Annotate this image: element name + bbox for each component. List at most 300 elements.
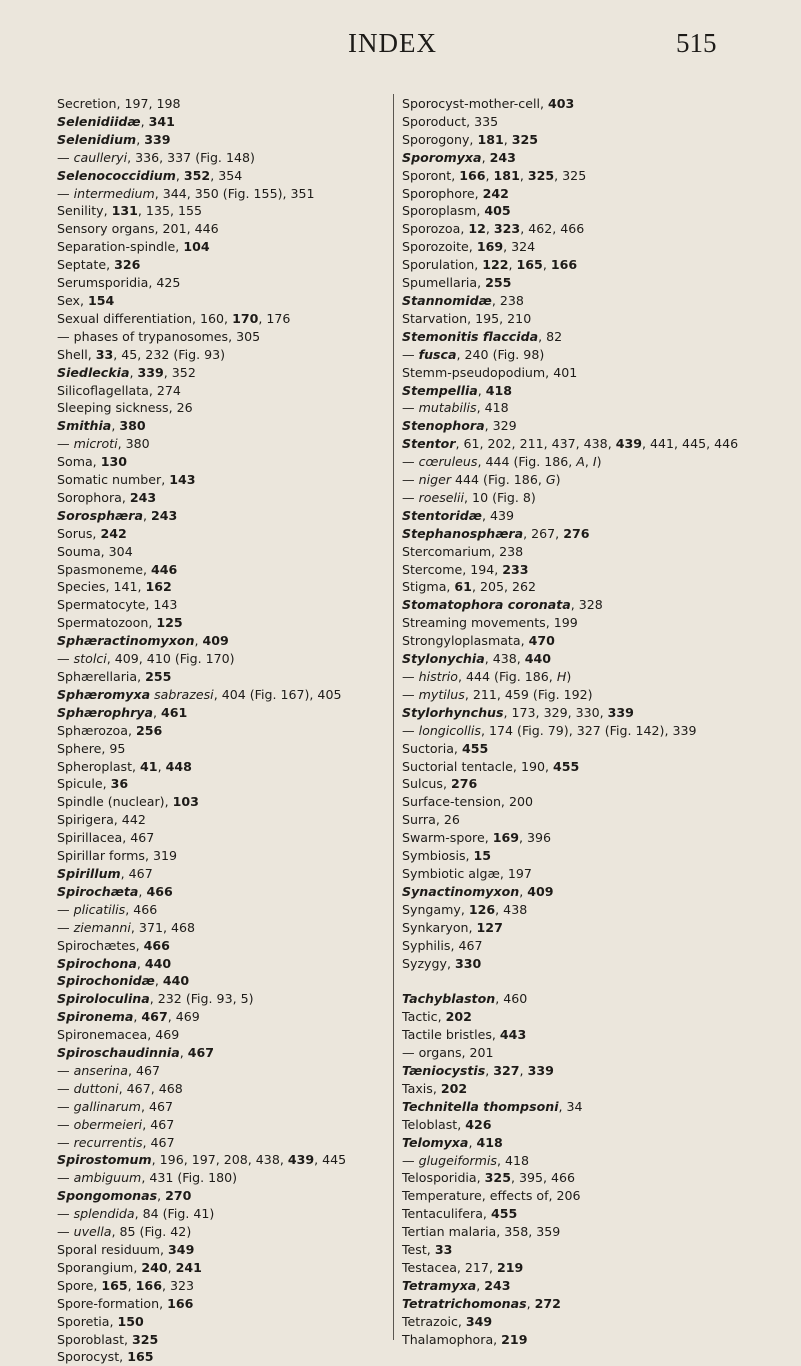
index-entry-text: Sporetia, xyxy=(57,1313,118,1329)
index-entry-text: Streaming movements, 199 xyxy=(402,615,578,631)
index-entry-text: 455 xyxy=(490,1206,518,1222)
index-entry-text: — xyxy=(402,454,419,470)
index-entry-text: , 240 (Fig. 98) xyxy=(456,346,545,362)
index-entry-text: 403 xyxy=(547,96,575,111)
index-entry xyxy=(402,578,772,596)
index-entry-text: — xyxy=(402,400,419,416)
index-entry xyxy=(402,1295,772,1313)
index-entry xyxy=(57,614,387,632)
index-entry xyxy=(57,829,387,847)
index-entry-text: , xyxy=(542,257,551,273)
index-entry-text: Sorophora, xyxy=(57,489,130,505)
index-entry-text: 444 (Fig. 186, xyxy=(451,472,546,488)
index-entry-text: Technitella thompsoni xyxy=(402,1098,559,1114)
index-entry-text: 103 xyxy=(172,794,199,810)
index-entry-text: , 469 xyxy=(167,1009,200,1025)
index-entry-text: Swarm-spore, xyxy=(402,830,493,846)
index-entry-text: 352 xyxy=(183,167,211,183)
index-entry-text: Sporulation, xyxy=(402,257,483,273)
index-column-right xyxy=(402,95,772,1349)
index-entry xyxy=(402,847,772,865)
index-entry xyxy=(57,632,387,650)
index-entry-text: , 396 xyxy=(519,830,552,846)
index-entry-text: 380 xyxy=(119,418,146,434)
index-entry-text: 219 xyxy=(501,1331,528,1347)
index-entry-text: 455 xyxy=(552,758,580,774)
index-entry-text: — xyxy=(402,722,419,738)
index-entry-text: , 418 xyxy=(476,400,509,416)
index-entry-text: plicatilis xyxy=(73,901,126,917)
index-entry xyxy=(402,399,772,417)
index-entry-text: 349 xyxy=(465,1313,493,1329)
index-entry-text: Spirillum xyxy=(57,865,121,881)
index-entry xyxy=(402,614,772,632)
index-entry-text: , 409, 410 (Fig. 170) xyxy=(106,651,235,667)
index-entry xyxy=(402,525,772,543)
index-entry-text: — xyxy=(57,1170,74,1186)
index-entry-text: duttoni xyxy=(73,1080,119,1096)
index-entry-text: 240 xyxy=(141,1259,168,1275)
index-entry xyxy=(57,525,387,543)
index-entry xyxy=(57,847,387,865)
index-entry xyxy=(402,364,772,382)
index-entry-text: Sporophore, xyxy=(402,185,483,201)
index-entry xyxy=(402,1277,772,1295)
index-entry-text: 323 xyxy=(493,221,521,237)
index-entry xyxy=(402,561,772,579)
index-entry-text: Souma, 304 xyxy=(57,543,133,559)
index-entry-text: , xyxy=(136,131,145,147)
index-entry-text: I xyxy=(592,454,597,470)
index-entry-text: 446 xyxy=(151,561,178,577)
index-entry-text: Serumsporidia, 425 xyxy=(57,275,181,291)
index-entry-text: , 445 xyxy=(314,1152,347,1168)
index-entry-text: , xyxy=(194,633,203,649)
index-entry-text: Thalamophora, xyxy=(402,1331,502,1347)
index-entry-text: 409 xyxy=(202,633,229,649)
index-entry xyxy=(57,740,387,758)
index-entry-text: 12 xyxy=(468,221,486,237)
index-entry-text: Symbiosis, xyxy=(402,848,474,864)
index-entry xyxy=(57,775,387,793)
index-entry xyxy=(402,937,772,955)
index-entry xyxy=(402,310,772,328)
index-entry-text: , 174 (Fig. 79), 327 (Fig. 142), 339 xyxy=(480,722,697,738)
index-entry-text: , xyxy=(508,257,517,273)
index-entry-text: 130 xyxy=(100,454,127,470)
index-entry-text: , xyxy=(519,1063,528,1079)
index-entry-text: 122 xyxy=(482,257,509,273)
index-entry xyxy=(402,1241,772,1259)
index-entry xyxy=(402,543,772,561)
index-entry-text: Spasmoneme, xyxy=(57,561,151,577)
index-entry xyxy=(402,185,772,203)
index-entry xyxy=(402,686,772,704)
index-entry xyxy=(57,650,387,668)
index-entry-text: 455 xyxy=(461,740,489,756)
index-entry-text: , xyxy=(140,113,149,129)
index-entry xyxy=(57,811,387,829)
index-entry xyxy=(402,131,772,149)
index-entry xyxy=(402,1062,772,1080)
index-entry-text: Spirochona xyxy=(57,955,137,971)
index-entry xyxy=(402,1134,772,1152)
index-entry-text: Spore, xyxy=(57,1277,102,1293)
index-entry-text: 256 xyxy=(135,722,163,738)
index-entry xyxy=(57,1259,387,1277)
index-entry-text: Sensory organs, 201, 446 xyxy=(57,221,219,237)
index-entry-text: , 354 xyxy=(210,167,243,183)
index-entry xyxy=(402,811,772,829)
index-entry xyxy=(402,238,772,256)
index-entry-text: 150 xyxy=(117,1313,144,1329)
index-entry xyxy=(57,238,387,256)
index-entry-text: Surface-tension, 200 xyxy=(402,794,533,810)
index-entry-text: ) xyxy=(596,454,602,470)
index-entry xyxy=(402,758,772,776)
index-entry xyxy=(402,1313,772,1331)
index-entry xyxy=(402,220,772,238)
index-entry xyxy=(402,1116,772,1134)
index-entry xyxy=(402,704,772,722)
index-entry-text: 330 xyxy=(454,955,482,971)
index-entry xyxy=(57,901,387,919)
index-entry-text: Spirigera, 442 xyxy=(57,812,146,828)
index-entry-text: Sporogony, xyxy=(402,131,478,147)
index-entry-text: Sphæractinomyxon xyxy=(57,633,195,649)
index-entry-text: ambiguum xyxy=(73,1170,142,1186)
index-entry-text: Spirochonidæ xyxy=(57,973,155,989)
index-entry-text: , xyxy=(153,704,162,720)
index-entry-text: , xyxy=(468,1134,477,1150)
index-entry xyxy=(402,167,772,185)
index-entry xyxy=(57,1151,387,1169)
index-entry xyxy=(57,704,387,722)
index-entry-text: Stercome, 194, xyxy=(402,561,503,577)
index-entry-text: Sphæromyxa xyxy=(57,686,151,702)
index-entry xyxy=(402,1259,772,1277)
index-entry-text: , 323 xyxy=(161,1277,195,1293)
index-entry-text: 243 xyxy=(150,507,178,523)
index-entry-text: — xyxy=(57,1116,74,1132)
section-gap xyxy=(402,972,772,990)
index-entry-text: , xyxy=(129,364,138,380)
index-entry-text: , xyxy=(519,883,528,899)
index-entry-text: Stylonychia xyxy=(402,651,485,667)
index-column-left xyxy=(57,95,387,1366)
index-entry-text: Sulcus, xyxy=(402,776,451,792)
index-entry xyxy=(402,740,772,758)
index-entry-text: 470 xyxy=(528,633,555,649)
index-entry xyxy=(402,328,772,346)
index-entry-text: , 380 xyxy=(117,436,150,452)
index-entry xyxy=(57,1241,387,1259)
index-entry-text: 242 xyxy=(100,525,127,541)
index-entry-text: 467 xyxy=(187,1045,215,1061)
index-entry-text: , 439 xyxy=(482,507,515,523)
index-entry xyxy=(57,668,387,686)
index-entry-text: 125 xyxy=(156,615,183,631)
index-entry-text: Suctoria, xyxy=(402,740,462,756)
index-entry-text: Tactile bristles, xyxy=(402,1027,500,1043)
index-entry-text: Sorus, xyxy=(57,525,101,541)
index-entry xyxy=(402,202,772,220)
index-entry-text: 255 xyxy=(145,669,172,684)
index-entry xyxy=(57,919,387,937)
index-entry-text: Stomatophora coronata xyxy=(402,597,571,613)
index-entry xyxy=(57,113,387,131)
index-entry-text: fusca xyxy=(418,346,457,362)
index-entry-text: 166 xyxy=(135,1277,162,1293)
index-entry xyxy=(402,990,772,1008)
index-entry-text: Tetramyxa xyxy=(402,1277,477,1293)
index-entry xyxy=(402,382,772,400)
index-entry xyxy=(57,435,387,453)
index-entry-text: Sphærellaria, xyxy=(57,669,146,684)
index-entry-text: G xyxy=(545,472,556,488)
index-entry xyxy=(402,292,772,310)
index-entry xyxy=(57,758,387,776)
index-entry-text: Sporocyst, xyxy=(57,1349,128,1365)
index-entry-text: , 395, 466 xyxy=(510,1170,576,1186)
index-entry-text: 169 xyxy=(492,830,519,846)
index-entry-text: Taxis, xyxy=(402,1080,441,1096)
index-entry xyxy=(402,95,772,113)
index-entry xyxy=(402,919,772,937)
index-entry-text: Tentaculifera, xyxy=(402,1206,491,1222)
index-entry-text: , 324 xyxy=(503,239,536,255)
index-entry-text: , 325 xyxy=(554,167,587,183)
index-entry-text: niger xyxy=(418,472,452,488)
index-entry xyxy=(402,650,772,668)
index-entry-text: Septate, xyxy=(57,257,115,273)
index-entry-text: — phases of trypanosomes, 305 xyxy=(57,328,261,344)
index-entry xyxy=(57,1295,387,1313)
index-entry xyxy=(57,346,387,364)
index-entry xyxy=(402,829,772,847)
index-entry-text: , xyxy=(142,507,151,523)
index-entry xyxy=(57,1008,387,1026)
index-entry xyxy=(57,274,387,292)
index-entry-text: , 328 xyxy=(570,597,603,613)
index-entry xyxy=(57,1331,387,1349)
index-entry-text: 165 xyxy=(127,1349,154,1365)
index-entry-text: obermeieri xyxy=(73,1116,143,1132)
index-entry-text: — xyxy=(57,1062,74,1078)
index-entry-text: 181 xyxy=(493,167,520,183)
index-entry-text: — xyxy=(57,1080,74,1096)
index-entry-text: Sporoplasm, xyxy=(402,203,485,219)
index-entry-text: 270 xyxy=(165,1188,192,1204)
index-entry-text: , xyxy=(476,1277,485,1293)
index-entry xyxy=(57,722,387,740)
index-entry-text: , 444 (Fig. 186, xyxy=(457,669,557,684)
index-entry xyxy=(57,220,387,238)
index-entry-text: Shell, xyxy=(57,346,96,362)
index-entry-text: , xyxy=(175,167,184,183)
index-entry-text: , 267, xyxy=(523,525,564,541)
index-entry xyxy=(402,865,772,883)
index-entry-text: 461 xyxy=(161,704,188,720)
index-entry-text: , 404 (Fig. 167), 405 xyxy=(213,686,342,702)
index-entry-text: A xyxy=(576,454,585,470)
index-entry-text: Test, xyxy=(402,1242,435,1258)
index-entry xyxy=(57,1098,387,1116)
index-entry-text: Starvation, 195, 210 xyxy=(402,310,532,326)
index-entry xyxy=(57,328,387,346)
index-entry-text: Sphærozoa, xyxy=(57,722,136,738)
index-entry-text: 466 xyxy=(143,937,170,953)
index-entry-text: , 34 xyxy=(558,1098,583,1114)
index-entry-text: Teloblast, xyxy=(402,1116,466,1132)
index-entry-text: cœruleus xyxy=(418,454,478,470)
index-entry-text: Stenophora xyxy=(402,418,485,434)
index-entry-text: 104 xyxy=(183,239,210,255)
index-entry-text: , xyxy=(136,955,145,971)
index-entry-text: , 135, 155 xyxy=(137,203,203,219)
index-entry-text: , xyxy=(526,1295,535,1311)
index-entry-text: , 61, 202, 211, 437, 438, xyxy=(455,436,616,452)
running-head-title: INDEX xyxy=(348,28,437,58)
index-entry-text: — xyxy=(402,669,419,684)
index-entry-text: 426 xyxy=(465,1116,492,1132)
index-entry xyxy=(402,346,772,364)
index-entry-text: Stentoridæ xyxy=(402,507,483,523)
index-entry xyxy=(402,793,772,811)
index-entry xyxy=(57,95,387,113)
index-entry-text: Spirostomum xyxy=(57,1152,152,1168)
index-entry-text: 325 xyxy=(527,167,555,183)
index-entry xyxy=(402,632,772,650)
index-entry xyxy=(402,668,772,686)
index-entry xyxy=(402,417,772,435)
index-entry xyxy=(57,578,387,596)
index-entry xyxy=(402,1169,772,1187)
index-entry-text: 440 xyxy=(524,651,552,667)
index-entry-text: , 232 (Fig. 93, 5) xyxy=(149,991,254,1007)
index-entry xyxy=(57,292,387,310)
index-entry-text: , 460 xyxy=(495,991,528,1007)
index-entry-text: 166 xyxy=(167,1295,194,1311)
index-entry-text: ) xyxy=(566,669,572,684)
index-entry xyxy=(57,1348,387,1366)
index-entry-text: 162 xyxy=(145,579,172,595)
index-entry xyxy=(57,399,387,417)
index-entry-text: histrio xyxy=(418,669,458,684)
index-entry-text: , 238 xyxy=(491,292,524,308)
index-entry-text: 440 xyxy=(162,973,190,989)
index-entry-text: 33 xyxy=(95,346,114,362)
index-entry-text: 339 xyxy=(144,131,171,147)
index-entry-text: — xyxy=(57,149,74,165)
index-entry-text: Sphere, 95 xyxy=(57,740,126,756)
index-entry-text: 272 xyxy=(534,1295,561,1311)
index-entry-text: Testacea, 217, xyxy=(402,1260,497,1275)
index-entry-text: Soma, xyxy=(57,454,101,470)
index-entry-text: Tachyblaston xyxy=(402,991,496,1007)
index-entry-text: 126 xyxy=(468,901,496,917)
index-entry-text: Stemm-pseudopodium, 401 xyxy=(402,364,578,380)
index-entry-text: , 10 (Fig. 8) xyxy=(464,489,536,505)
page-header xyxy=(0,28,801,68)
index-entry-text: Stemonitis flaccida xyxy=(402,328,539,344)
index-entry-text: H xyxy=(556,669,567,684)
index-entry-text: Spongomonas xyxy=(57,1188,158,1204)
index-entry-text: , 467 xyxy=(142,1134,175,1150)
index-entry-text: , 329 xyxy=(484,418,517,434)
index-entry-text: Stephanosphæra xyxy=(402,525,524,541)
index-entry-text: — xyxy=(57,1206,74,1222)
index-entry xyxy=(57,131,387,149)
index-entry-text: — xyxy=(57,1098,74,1114)
index-entry xyxy=(402,1205,772,1223)
index-entry-text: Tactic, xyxy=(402,1009,446,1025)
index-entry-text: , 431 (Fig. 180) xyxy=(141,1170,238,1186)
index-entry-text: , 344, 350 (Fig. 155), 351 xyxy=(154,185,315,201)
index-entry-text: 243 xyxy=(489,149,516,165)
index-entry-text: — xyxy=(57,1224,74,1240)
index-entry-text: caulleryi xyxy=(73,149,128,165)
index-entry-text: , xyxy=(138,883,147,899)
index-entry-text: Sphærophrya xyxy=(57,704,154,720)
index-entry-text: 243 xyxy=(484,1277,511,1293)
index-entry-text: sabrazesi xyxy=(154,686,214,702)
index-entry xyxy=(57,185,387,203)
index-entry xyxy=(402,883,772,901)
index-entry-text: 243 xyxy=(129,489,157,505)
index-entry-text: Silicoflagellata, 274 xyxy=(57,382,181,398)
index-entry-text: — xyxy=(57,1134,74,1150)
index-entry-text: Tertian malaria, 358, 359 xyxy=(402,1224,561,1240)
index-entry-text: Syzygy, xyxy=(402,955,455,971)
index-entry-text: 327 xyxy=(493,1063,520,1079)
index-entry-text: , 205, 262 xyxy=(471,579,537,595)
index-entry-text: 33 xyxy=(434,1242,453,1258)
index-entry-text: , xyxy=(111,418,120,434)
index-entry-text: , 466 xyxy=(125,901,158,917)
index-entry xyxy=(402,1008,772,1026)
index-entry-text: 36 xyxy=(110,776,129,792)
index-entry-text: 241 xyxy=(175,1259,202,1275)
index-entry-text: roeselii xyxy=(418,489,465,505)
index-entry-text: uvella xyxy=(73,1224,112,1240)
index-entry xyxy=(402,1098,772,1116)
index-entry xyxy=(57,1313,387,1331)
index-entry-text: Spore-formation, xyxy=(57,1295,168,1311)
index-entry-text: 325 xyxy=(484,1170,511,1186)
index-entry xyxy=(57,1134,387,1152)
index-entry-text: Species, 141, xyxy=(57,579,146,595)
index-entry xyxy=(57,507,387,525)
index-entry xyxy=(57,364,387,382)
index-entry-text: , 467 xyxy=(128,1062,161,1078)
index-entry-text: Sporoduct, 335 xyxy=(402,113,499,129)
index-entry-text: Spheroplast, xyxy=(57,758,141,774)
index-entry-text: Selenidium xyxy=(57,131,137,147)
index-entry xyxy=(57,1205,387,1223)
index-entry-text: , xyxy=(584,454,593,470)
index-entry xyxy=(57,382,387,400)
index-entry-text: Sporoblast, xyxy=(57,1331,133,1347)
index-entry-text: Sporozoite, xyxy=(402,239,477,255)
index-entry-text: Sporal residuum, xyxy=(57,1242,169,1257)
index-entry xyxy=(57,561,387,579)
index-entry-text: Spicule, xyxy=(57,776,111,792)
index-entry xyxy=(57,1062,387,1080)
index-entry-text: 405 xyxy=(484,203,511,219)
index-entry xyxy=(402,489,772,507)
index-entry xyxy=(57,990,387,1008)
